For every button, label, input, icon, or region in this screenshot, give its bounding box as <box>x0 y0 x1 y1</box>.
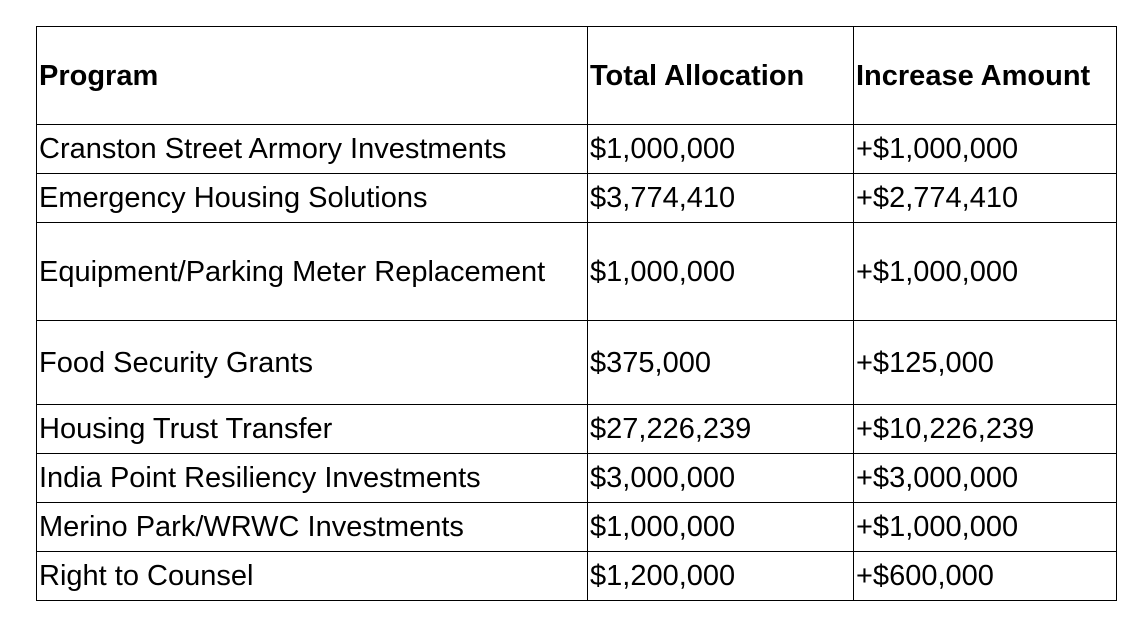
table-row <box>37 552 1117 601</box>
cell-total-allocation: $375,000 <box>588 321 854 405</box>
cell-total-allocation: $1,000,000 <box>588 125 854 174</box>
header-increase-amount: Increase Amount <box>854 27 1117 125</box>
header-total-allocation: Total Allocation <box>588 27 854 125</box>
table-row <box>37 454 1117 503</box>
cell-increase-amount: +$10,226,239 <box>854 405 1117 454</box>
cell-increase-amount: +$3,000,000 <box>854 454 1117 503</box>
cell-program: India Point Resiliency Investments <box>37 454 588 503</box>
cell-program: Food Security Grants <box>37 321 588 405</box>
cell-total-allocation: $3,774,410 <box>588 174 854 223</box>
cell-program: Right to Counsel <box>37 552 588 601</box>
cell-program: Cranston Street Armory Investments <box>37 125 588 174</box>
cell-increase-amount: +$2,774,410 <box>854 174 1117 223</box>
cell-increase-amount: +$125,000 <box>854 321 1117 405</box>
cell-total-allocation: $3,000,000 <box>588 454 854 503</box>
cell-total-allocation: $27,226,239 <box>588 405 854 454</box>
header-row <box>37 27 1117 125</box>
cell-program: Emergency Housing Solutions <box>37 174 588 223</box>
table-row <box>37 223 1117 321</box>
table-row <box>37 503 1117 552</box>
cell-total-allocation: $1,000,000 <box>588 223 854 321</box>
cell-program: Merino Park/WRWC Investments <box>37 503 588 552</box>
cell-program: Equipment/Parking Meter Replacement <box>37 223 588 321</box>
table-row <box>37 405 1117 454</box>
cell-increase-amount: +$1,000,000 <box>854 223 1117 321</box>
table-row <box>37 125 1117 174</box>
cell-total-allocation: $1,000,000 <box>588 503 854 552</box>
allocation-table <box>36 26 1117 601</box>
header-program: Program <box>37 27 588 125</box>
cell-program: Housing Trust Transfer <box>37 405 588 454</box>
cell-increase-amount: +$600,000 <box>854 552 1117 601</box>
cell-increase-amount: +$1,000,000 <box>854 125 1117 174</box>
cell-increase-amount: +$1,000,000 <box>854 503 1117 552</box>
table-row <box>37 174 1117 223</box>
cell-total-allocation: $1,200,000 <box>588 552 854 601</box>
table-row <box>37 321 1117 405</box>
